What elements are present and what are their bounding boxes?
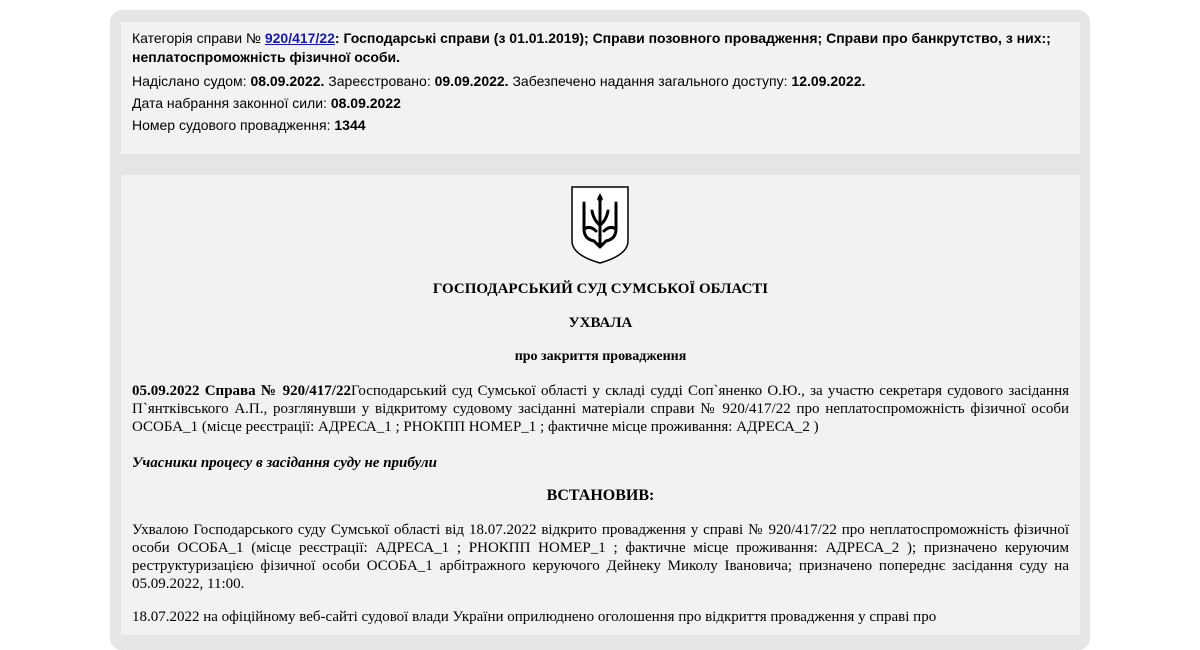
document-type: УХВАЛА [568,315,633,331]
category-prefix: Категорія справи № [132,30,265,46]
access-label: Забезпечено надання загального доступу: [508,73,792,89]
case-number-link[interactable]: 920/417/22 [264,30,335,46]
access-date: 12.09.2022. [791,73,866,89]
document-body [121,175,1080,635]
court-name: ГОСПОДАРСЬКИЙ СУД СУМСЬКОЇ ОБЛАСТІ [432,281,769,297]
document-subtitle: про закриття провадження [514,349,687,364]
case-date-number: 05.09.2022 Справа № 920/417/22 [132,383,351,399]
force-label: Дата набрання законної сили: [132,95,331,111]
proceeding-number: 1344 [334,117,366,133]
ruling-paragraph: Ухвалою Господарського суду Сумської області від 18.07.2022 відкрито провадження у справі № 920/417/22 про неплатоспроможність фізичної особи ОСОБА_1 (місце реєстрації: АДРЕСА_1 ; РНОКПП НОМЕР_1 ; фактичне місце проживання: АДРЕСА_2 ); призначено керуючим реструктуризацією фізичної особи ОСОБА_1 арбітражного керуючого Дейнеку Миколу Івановича; призначено попереднє засідання суду на 05.09.2022, 11:00. [132,522,1069,592]
case-category-line [132,29,1069,67]
sent-label: Надіслано судом: [132,73,251,89]
intro-paragraph [132,382,1069,436]
dates-line [132,70,1069,92]
case-info-panel [121,22,1080,154]
proceeding-line [132,114,1069,136]
trident-emblem-icon [570,185,630,265]
intro-text: Господарський суд Сумської області у складі судді Соп`яненко О.Ю., за участю секретаря судового засідання П`янтківського А.П., розглянувши у відкритому судовому засіданні матеріали справи № 920/417/22 про неплатоспроможність фізичної особи ОСОБА_1 (місце реєстрації: АДРЕСА_1 ; РНОКПП НОМЕР_1 ; фактичне місце проживання: АДРЕСА_2 ) [132,383,1070,435]
established-heading: ВСТАНОВИВ: [546,487,655,504]
proceeding-label: Номер судового провадження: [132,117,335,133]
force-date: 08.09.2022 [330,95,401,111]
registered-date: 09.09.2022. [434,73,509,89]
participants-note: Учасники процесу в засідання суду не прибули [132,455,437,471]
registered-label: Зареєстровано: [324,73,435,89]
sent-date: 08.09.2022. [250,73,325,89]
force-date-line [132,92,1069,114]
publication-paragraph: 18.07.2022 на офіційному веб-сайті судової влади України оприлюднено оголошення про відкриття провадження у справі про [132,609,937,625]
category-text: : Господарські справи (з 01.01.2019); Справи позовного провадження; Справи про банкрутство, з них:; неплатоспроможність фізичної особи. [132,30,1051,65]
